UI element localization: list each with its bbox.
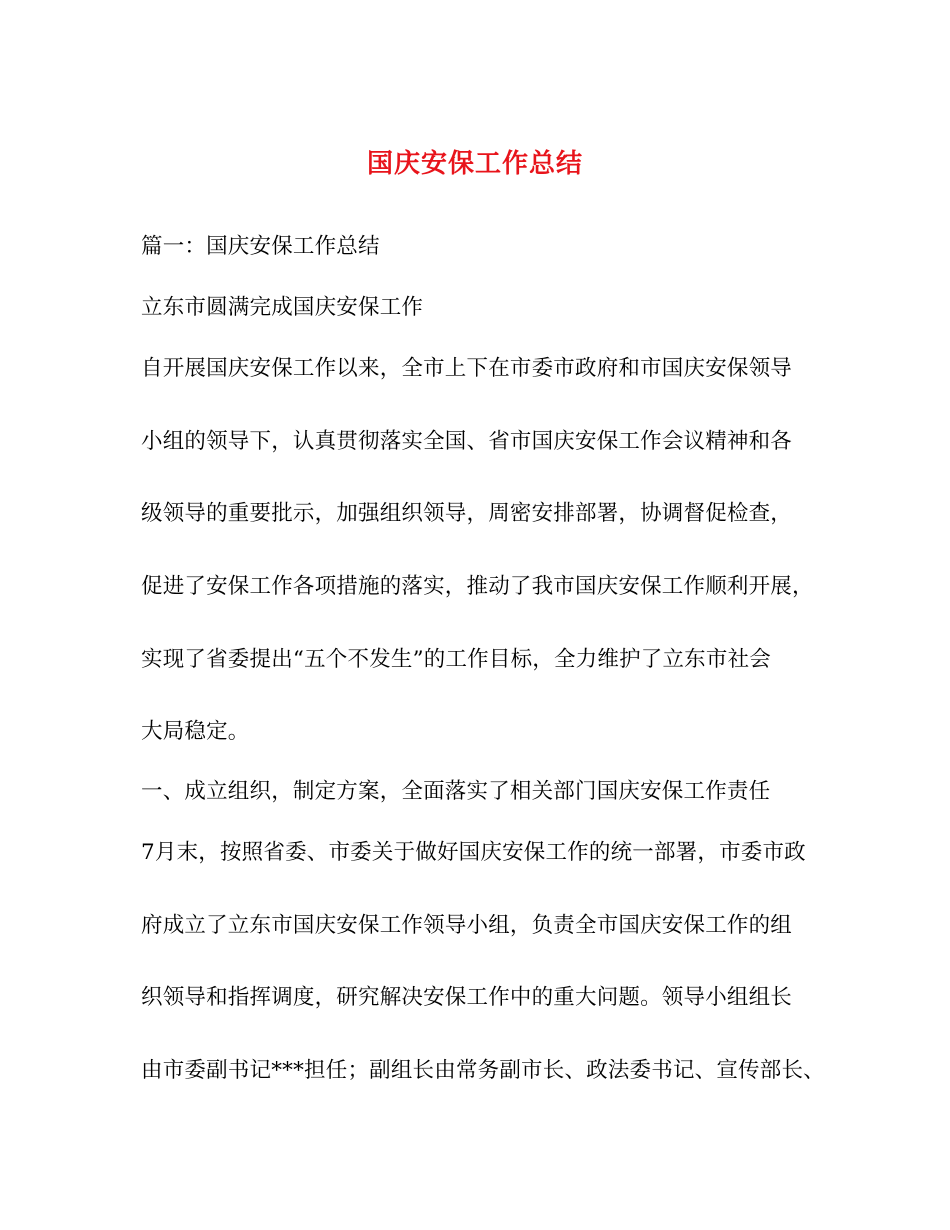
text-line: 促进了安保工作各项措施的落实，推动了我市国庆安保工作顺利开展， (141, 574, 814, 599)
document-title: 国庆安保工作总结 (366, 149, 583, 179)
text-line: 立东市圆满完成国庆安保工作 (141, 295, 424, 320)
text-line: 织领导和指挥调度，研究解决安保工作中的重大问题。领导小组组长 (141, 985, 793, 1010)
text-line: 级领导的重要批示，加强组织领导，周密安排部署，协调督促检查， (141, 501, 793, 526)
text-line: 7月末，按照省委、市委关于做好国庆安保工作的统一部署，市委市政 (141, 840, 806, 865)
text-line: 小组的领导下，认真贯彻落实全国、省市国庆安保工作会议精神和各 (141, 429, 793, 454)
text-line: 自开展国庆安保工作以来，全市上下在市委市政府和市国庆安保领导 (141, 356, 793, 381)
text-line: 府成立了立东市国庆安保工作领导小组，负责全市国庆安保工作的组 (141, 913, 793, 938)
section-heading: 一、成立组织，制定方案，全面落实了相关部门国庆安保工作责任 (141, 779, 771, 804)
text-line: 实现了省委提出“五个不发生”的工作目标，全力维护了立东市社会 (141, 647, 771, 672)
text-line: 由市委副书记***担任；副组长由常务副市长、政法委书记、宣传部长、 (141, 1058, 825, 1083)
text-line: 篇一：国庆安保工作总结 (141, 234, 380, 259)
text-line: 大局稳定。 (141, 719, 250, 744)
